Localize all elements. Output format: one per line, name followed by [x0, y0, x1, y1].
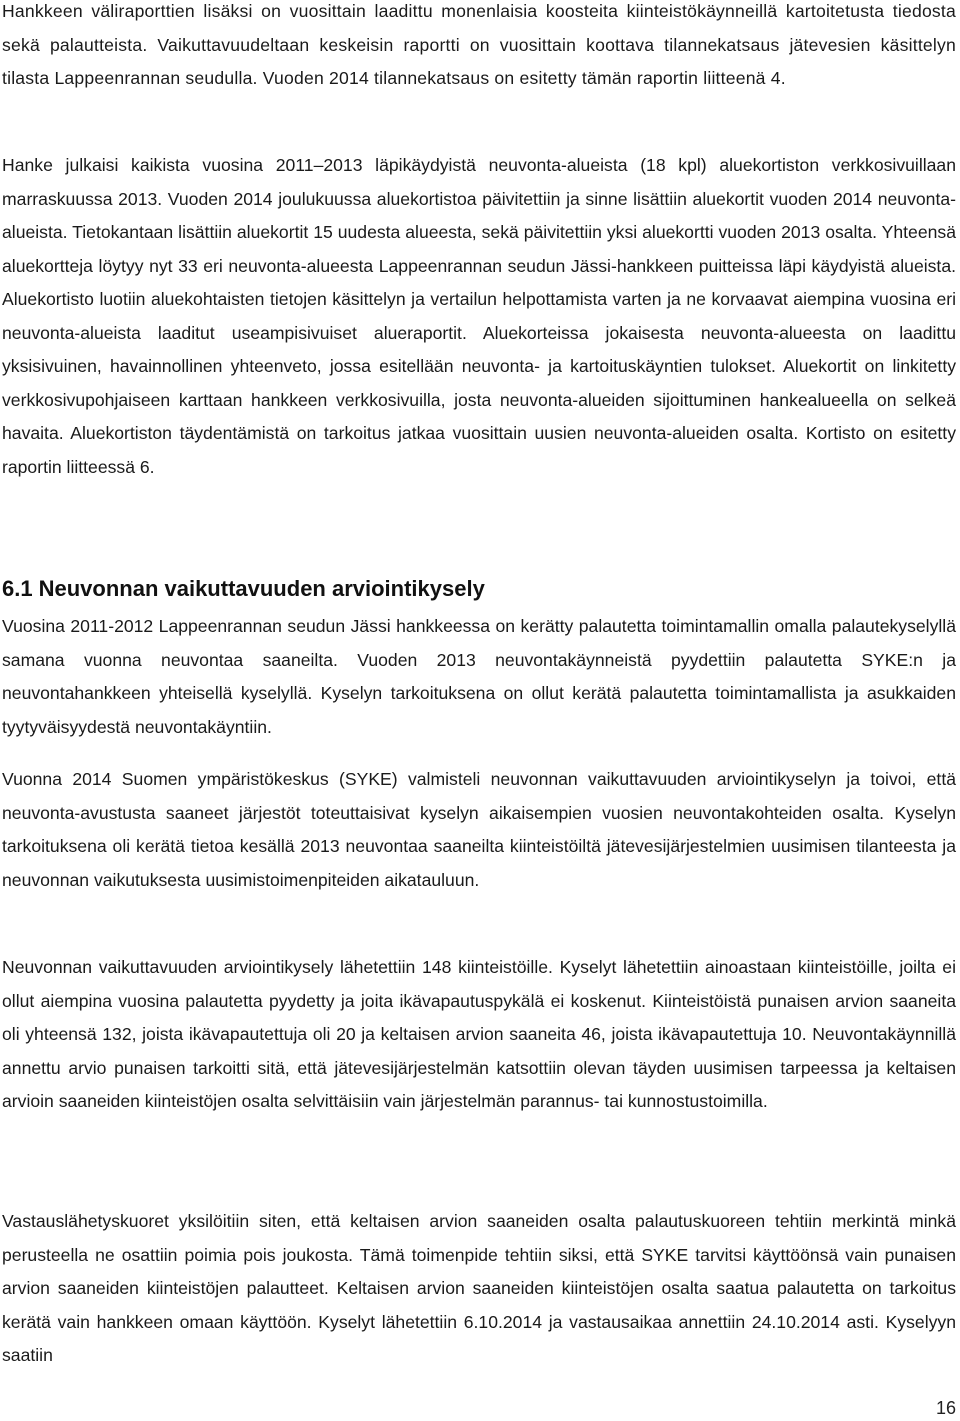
paragraph-area-cards: Hanke julkaisi kaikista vuosina 2011–2013 läpikäydyistä neuvonta-alueista (18 kpl) aluekortiston verkkosivuillaan marraskuussa 2013. Vuoden 2014 joulukuussa aluekortistoa päivitettiin ja sinne lisättiin aluekortit vuoden 2014 neuvonta-alueista. Tietokantaan lisättiin aluekortit 15 uudesta alueesta, sekä päivitettiin yksi aluekortti vuoden 2013 osalta. Yhteensä aluekortteja löytyy nyt 33 eri neuvonta-alueesta Lappeenrannan seudun Jässi-hankkeen puitteissa läpi käydyistä alueista. Aluekortisto luotiin aluekohtaisten tietojen käsittelyn ja vertailun helpottamista varten ja ne korvaavat aiempina vuosina eri neuvonta-alueista laaditut useampisivuiset alueraportit. Aluekorteissa jokaisesta neuvonta-alueesta on laadittu yksisivuinen, havainnollinen yhteenveto, jossa esitellään neuvonta- ja kartoituskäyntien tulokset. Aluekortit on linkitetty verkkosivupohjaiseen karttaan hankkeen verkkosivuilla, josta neuvonta-alueiden sijoittuminen hankealueella on selkeä havaita. Aluekortiston täydentämistä on tarkoitus jatkaa vuosittain uusien neuvonta-alueiden osalta. Kortisto on esitetty raportin liitteessä 6.: [2, 155, 956, 477]
paragraph-feedback-survey: Vuosina 2011-2012 Lappeenrannan seudun Jässi hankkeessa on kerätty palautetta toimintamallin omalla palautekyselyllä samana vuonna neuvontaa saaneilta. Vuoden 2013 neuvontakäynneistä pyydettiin palautetta SYKE:n ja neuvontahankkeen yhteisellä kyselyllä. Kyselyn tarkoituksena on ollut kerätä palautetta toimintamallista ja asukkaiden tyytyväisyydestä neuvontakäyntiin.: [2, 616, 956, 737]
paragraph-syke-evaluation: Vuonna 2014 Suomen ympäristökeskus (SYKE) valmisteli neuvonnan vaikuttavuuden arviointikyselyn ja toivoi, että neuvonta-avustusta saaneet järjestöt toteuttaisivat kyselyn aikaisempien vuosien neuvontakohteiden osalta. Kyselyn tarkoituksena oli kerätä tietoa kesällä 2013 neuvontaa saaneilta kiinteistöiltä jätevesijärjestelmien uusimisen tilanteesta ja neuvonnan vaikutuksesta uusimistoimenpiteiden aikatauluun.: [2, 769, 956, 890]
section-number: 6.1: [2, 576, 33, 601]
paragraph-interim-reports: Hankkeen väliraporttien lisäksi on vuosittain laadittu monenlaisia koosteita kiinteistökäynneillä kartoitetusta tiedosta sekä palautteista. Vaikuttavuudeltaan keskeisin raportti on vuosittain koottava tilannekatsaus jätevesien käsittelyn tilasta Lappeenrannan seudulla. Vuoden 2014 tilannekatsaus on esitetty tämän raportin liitteenä 4.: [2, 1, 956, 88]
section-heading: [2, 572, 485, 606]
section-title: Neuvonnan vaikuttavuuden arviointikysely: [38, 576, 485, 601]
paragraph-survey-recipients: Neuvonnan vaikuttavuuden arviointikysely lähetettiin 148 kiinteistöille. Kyselyt lähetettiin ainoastaan kiinteistöille, joilta ei ollut aiempina vuosina palautetta pyydetty ja joita ikävapautuspykälä ei koskenut. Kiinteistöistä punaisen arvion saaneita oli yhteensä 132, joista ikävapautettuja oli 20 ja keltaisen arvion saaneita 46, joista ikävapautettuja 10. Neuvontakäynnillä annettu arvio punaisen tarkoitti sitä, että jätevesijärjestelmän katsottiin olevan täyden uusimisen tarpeessa ja keltaisen arvioin saaneiden kiinteistöjen osalta selvittäisiin vain järjestelmän parannus- tai kunnostustoimilla.: [2, 957, 956, 1111]
page-number: 16: [935, 1398, 956, 1418]
paragraph-response-envelopes: Vastauslähetyskuoret yksilöitiin siten, että keltaisen arvion saaneiden osalta palautuskuoreen tehtiin merkintä minkä perusteella ne osattiin poimia pois joukosta. Tämä toimenpide tehtiin siksi, että SYKE tarvitsi käyttöönsä vain punaisen arvion saaneiden kiinteistöjen palautteet. Keltaisen arvion saaneiden kiinteistöjen osalta saatua palautetta on tarkoitus kerätä vain hankkeen omaan käyttöön. Kyselyt lähetettiin 6.10.2014 ja vastausaikaa annettiin 24.10.2014 asti. Kyselyyn saatiin: [2, 1211, 956, 1365]
